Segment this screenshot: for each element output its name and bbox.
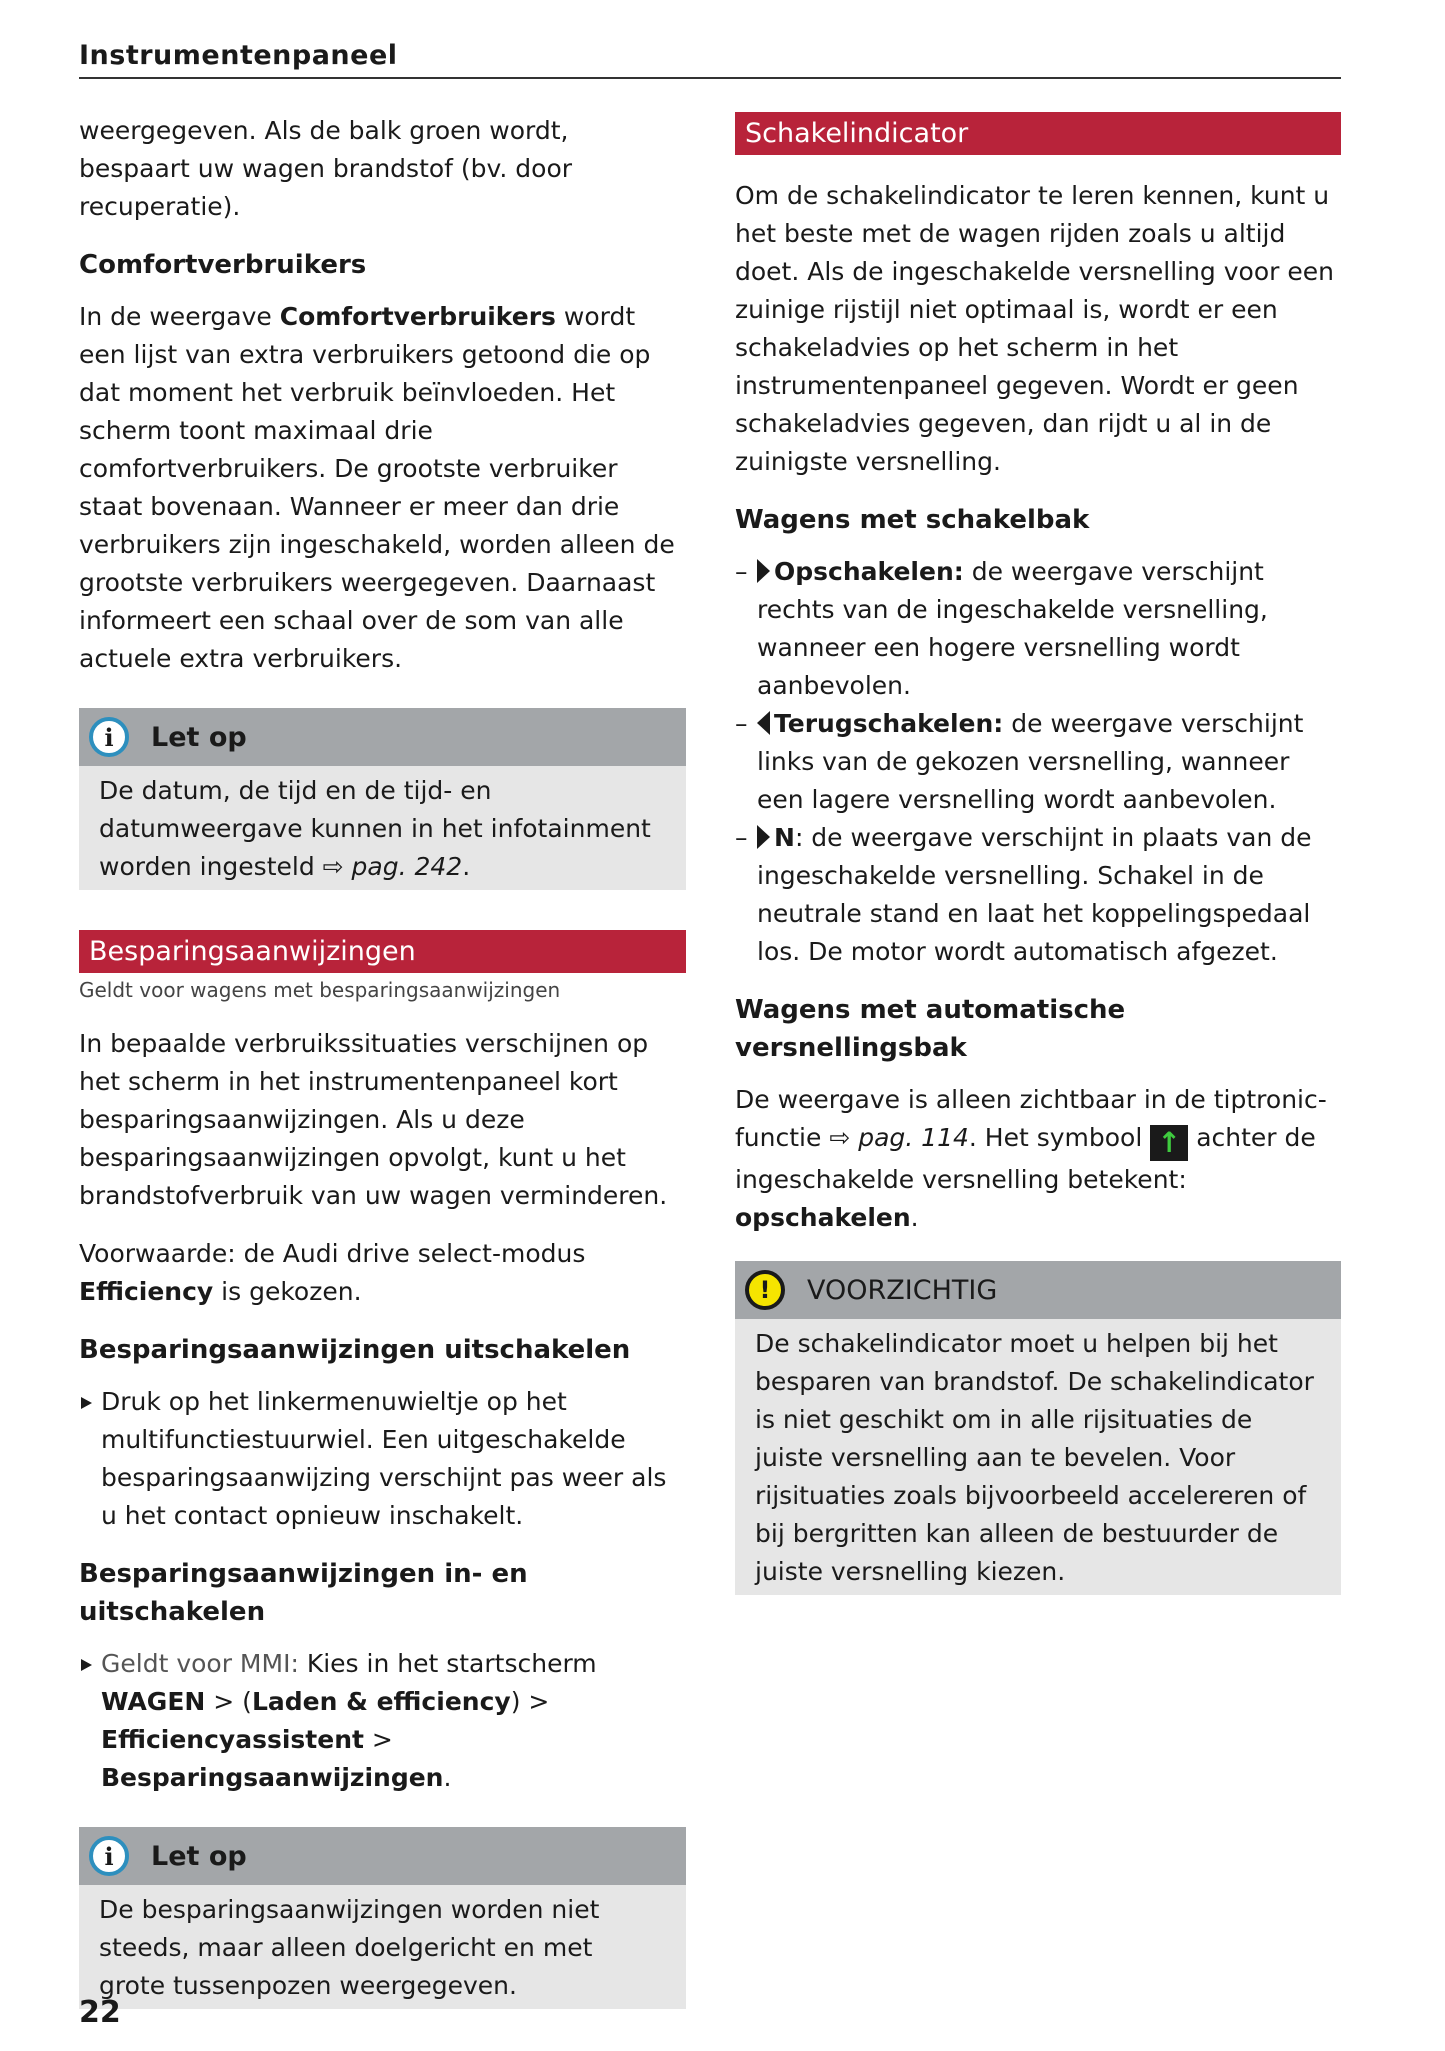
section-banner-savings: Besparingsaanwijzingen xyxy=(79,930,686,973)
shift-intro-paragraph: Om de schakelindicator te leren kennen, kunt u het beste met de wagen rijden zoals u altijd doet. Als de ingeschakelde versnelling voor een zuinige rijstijl niet optimaal is, wordt er een schakeladvies op het scherm in het instrumentenpaneel gegeven. Wordt er geen schakeladvies gegeven, dan rijdt u al in de zuinigste versnelling. xyxy=(735,181,1334,476)
warning-box xyxy=(735,1261,1341,1595)
intro-paragraph: weergegeven. Als de balk groen wordt, bespaart uw wagen brandstof (bv. door recuperatie). xyxy=(79,116,573,221)
note-box-datetime xyxy=(79,708,686,890)
warning-icon: ! xyxy=(745,1270,785,1310)
manual-gearbox-heading: Wagens met schakelbak xyxy=(735,505,1090,535)
info-icon: i xyxy=(89,717,129,757)
savings-off-heading: Besparingsaanwijzingen uitschakelen xyxy=(79,1335,631,1365)
header-rule xyxy=(79,77,1341,79)
comfort-paragraph: In de weergave Comfortverbruikers wordt een lijst van extra verbruikers getoond die op dat moment het verbruik beïnvloeden. Het scherm toont maximaal drie comfortverbruikers. De grootste verbruiker staat bovenaan. Wanneer er meer dan drie verbruikers zijn ingeschakeld, worden alleen de grootste verbruikers weergegeven. Daarnaast informeert een schaal over de som van alle actuele extra verbruikers. xyxy=(79,302,675,673)
note-header xyxy=(79,1827,686,1885)
right-column xyxy=(735,112,1341,1635)
warning-header xyxy=(735,1261,1341,1319)
savings-paragraph: In bepaalde verbruikssituaties verschijnen op het scherm in het instrumentenpaneel kort besparingsaanwijzingen. Als u deze besparingsaanwijzingen opvolgt, kunt u het brandstofverbruik van uw wagen verminderen. xyxy=(79,1029,668,1210)
arrow-up-icon: ↑ xyxy=(1150,1125,1188,1161)
automatic-paragraph: De weergave is alleen zichtbaar in de tiptronic-functie ⇨ pag. 114. Het symbool ↑ achter de ingeschakelde versnelling betekent: opschakelen. xyxy=(735,1085,1327,1232)
page-reference-link[interactable]: ⇨ pag. 114 xyxy=(829,1123,969,1152)
arrow-left-icon xyxy=(757,711,770,735)
precondition-paragraph: Voorwaarde: de Audi drive select-modus Efficiency is gekozen. xyxy=(79,1239,586,1306)
note-header xyxy=(79,708,686,766)
section-banner-shift-indicator: Schakelindicator xyxy=(735,112,1341,155)
warning-label: VOORZICHTIG xyxy=(807,1274,998,1306)
note-box-savings xyxy=(79,1827,686,2009)
note-label: Let op xyxy=(151,721,247,753)
page-number: 22 xyxy=(79,1995,121,2030)
comfort-heading: Comfortverbruikers xyxy=(79,250,367,280)
arrow-right-icon xyxy=(757,559,770,583)
shift-up-item: – Opschakelen: de weergave verschijnt rechts van de ingeschakelde versnelling, wanneer een hogere versnelling wordt aanbevolen. xyxy=(735,557,1268,700)
shift-down-item: – Terugschakelen: de weergave verschijnt links van de gekozen versnelling, wanneer een lagere versnelling wordt aanbevolen. xyxy=(735,709,1304,814)
automatic-gearbox-heading: Wagens met automatische versnellingsbak xyxy=(735,995,1126,1063)
neutral-item: – N: de weergave verschijnt in plaats van de ingeschakelde versnelling. Schakel in de neutrale stand en laat het koppelingspedaal los. De motor wordt automatisch afgezet. xyxy=(735,823,1312,966)
savings-onoff-heading: Besparingsaanwijzingen in- en uitschakelen xyxy=(79,1559,528,1627)
page-header-title: Instrumentenpaneel xyxy=(79,40,398,71)
savings-onoff-step: Geldt voor MMI: Kies in het startscherm WAGEN > (Laden & efficiency) > Efficiencyassistent > Besparingsaanwijzingen. xyxy=(79,1645,686,1797)
left-column xyxy=(79,112,686,2049)
applies-note: Geldt voor wagens met besparingsaanwijzingen xyxy=(79,978,561,1002)
note-label: Let op xyxy=(151,1840,247,1872)
page-reference-link[interactable]: ⇨ pag. 242 xyxy=(322,852,463,881)
info-icon: i xyxy=(89,1836,129,1876)
note-body: De datum, de tijd en de tijd- en datumweergave kunnen in het infotainment worden ingesteld ⇨ pag. 242. xyxy=(99,776,651,881)
savings-off-step: Druk op het linkermenuwieltje op het multifunctiestuurwiel. Een uitgeschakelde besparingsaanwijzing verschijnt pas weer als u het contact opnieuw inschakelt. xyxy=(79,1383,686,1535)
note-body: De besparingsaanwijzingen worden niet steeds, maar alleen doelgericht en met grote tussenpozen weergegeven. xyxy=(99,1895,600,2000)
warning-body: De schakelindicator moet u helpen bij het besparen van brandstof. De schakelindicator is niet geschikt om in alle rijsituaties de juiste versnelling aan te bevelen. Voor rijsituaties zoals bijvoorbeeld accelereren of bij bergritten kan alleen de bestuurder de juiste versnelling kiezen. xyxy=(755,1329,1314,1586)
arrow-right-icon xyxy=(757,825,770,849)
